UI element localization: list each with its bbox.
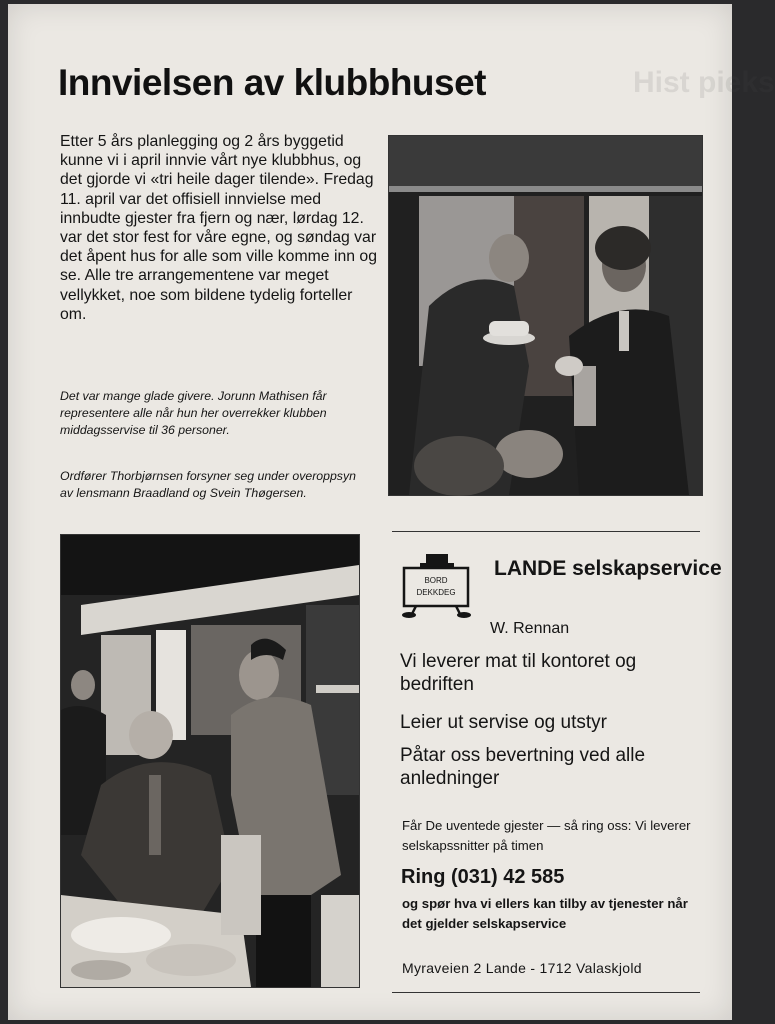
ad-company-name: LANDE selskapservice	[494, 557, 722, 580]
svg-text:DEKKDEG: DEKKDEG	[416, 588, 456, 597]
ad-service-catering: Påtar oss bevertning ved alle anledninger	[400, 745, 646, 789]
photo-buffet	[60, 534, 360, 988]
ad-phone: Ring (031) 42 585	[401, 866, 565, 888]
article-title: Innvielsen av klubbhuset	[58, 62, 487, 103]
bord-dekk-deg-logo-icon	[398, 552, 476, 620]
article-body: Etter 5 års planlegging og 2 års byggetid kunne vi i april innvie vårt nye klubbhus, og det gjorde vi «tri heile dager tilende». Fredag 11. april var det offisiell innvielse med innbudte gjester fra fjern og nær, lørdag 12. var det stor fest for våre egne, og søndag var det åpent hus for alle som ville komme inn og se. Alle tre arrangementene var meget vellykket, noe som bildene tydelig forteller om.	[60, 133, 377, 323]
photo-gift-handover	[388, 135, 703, 496]
ad-bottom-divider	[392, 992, 700, 993]
photo-caption-1: Det var mange glade givere. Jorunn Mathisen får representere alle når hun her overrekker klubben middagsservise til 36 personer.	[60, 389, 327, 437]
ad-top-divider	[392, 531, 700, 532]
bleed-through-text: Hist pieks	[633, 66, 775, 99]
ad-owner: W. Rennan	[490, 620, 570, 637]
ad-service-rental: Leier ut servise og utstyr	[400, 712, 607, 733]
svg-text:BORD: BORD	[424, 576, 448, 585]
ad-address: Myraveien 2 Lande - 1712 Valaskjold	[402, 960, 642, 976]
magazine-page	[8, 4, 775, 1020]
ad-sandwich-offer: Får De uventede gjester — så ring oss: Vi leverer selskapssnitter på timen	[402, 818, 691, 853]
ad-phone-subtext: og spør hva vi ellers kan tilby av tjenester når det gjelder selskapservice	[402, 896, 688, 931]
ad-service-food: Vi leverer mat til kontoret og bedriften	[400, 651, 637, 695]
photo-caption-2: Ordfører Thorbjørnsen forsyner seg under overoppsyn av lensmann Braadland og Svein Thøgersen.	[60, 469, 356, 500]
